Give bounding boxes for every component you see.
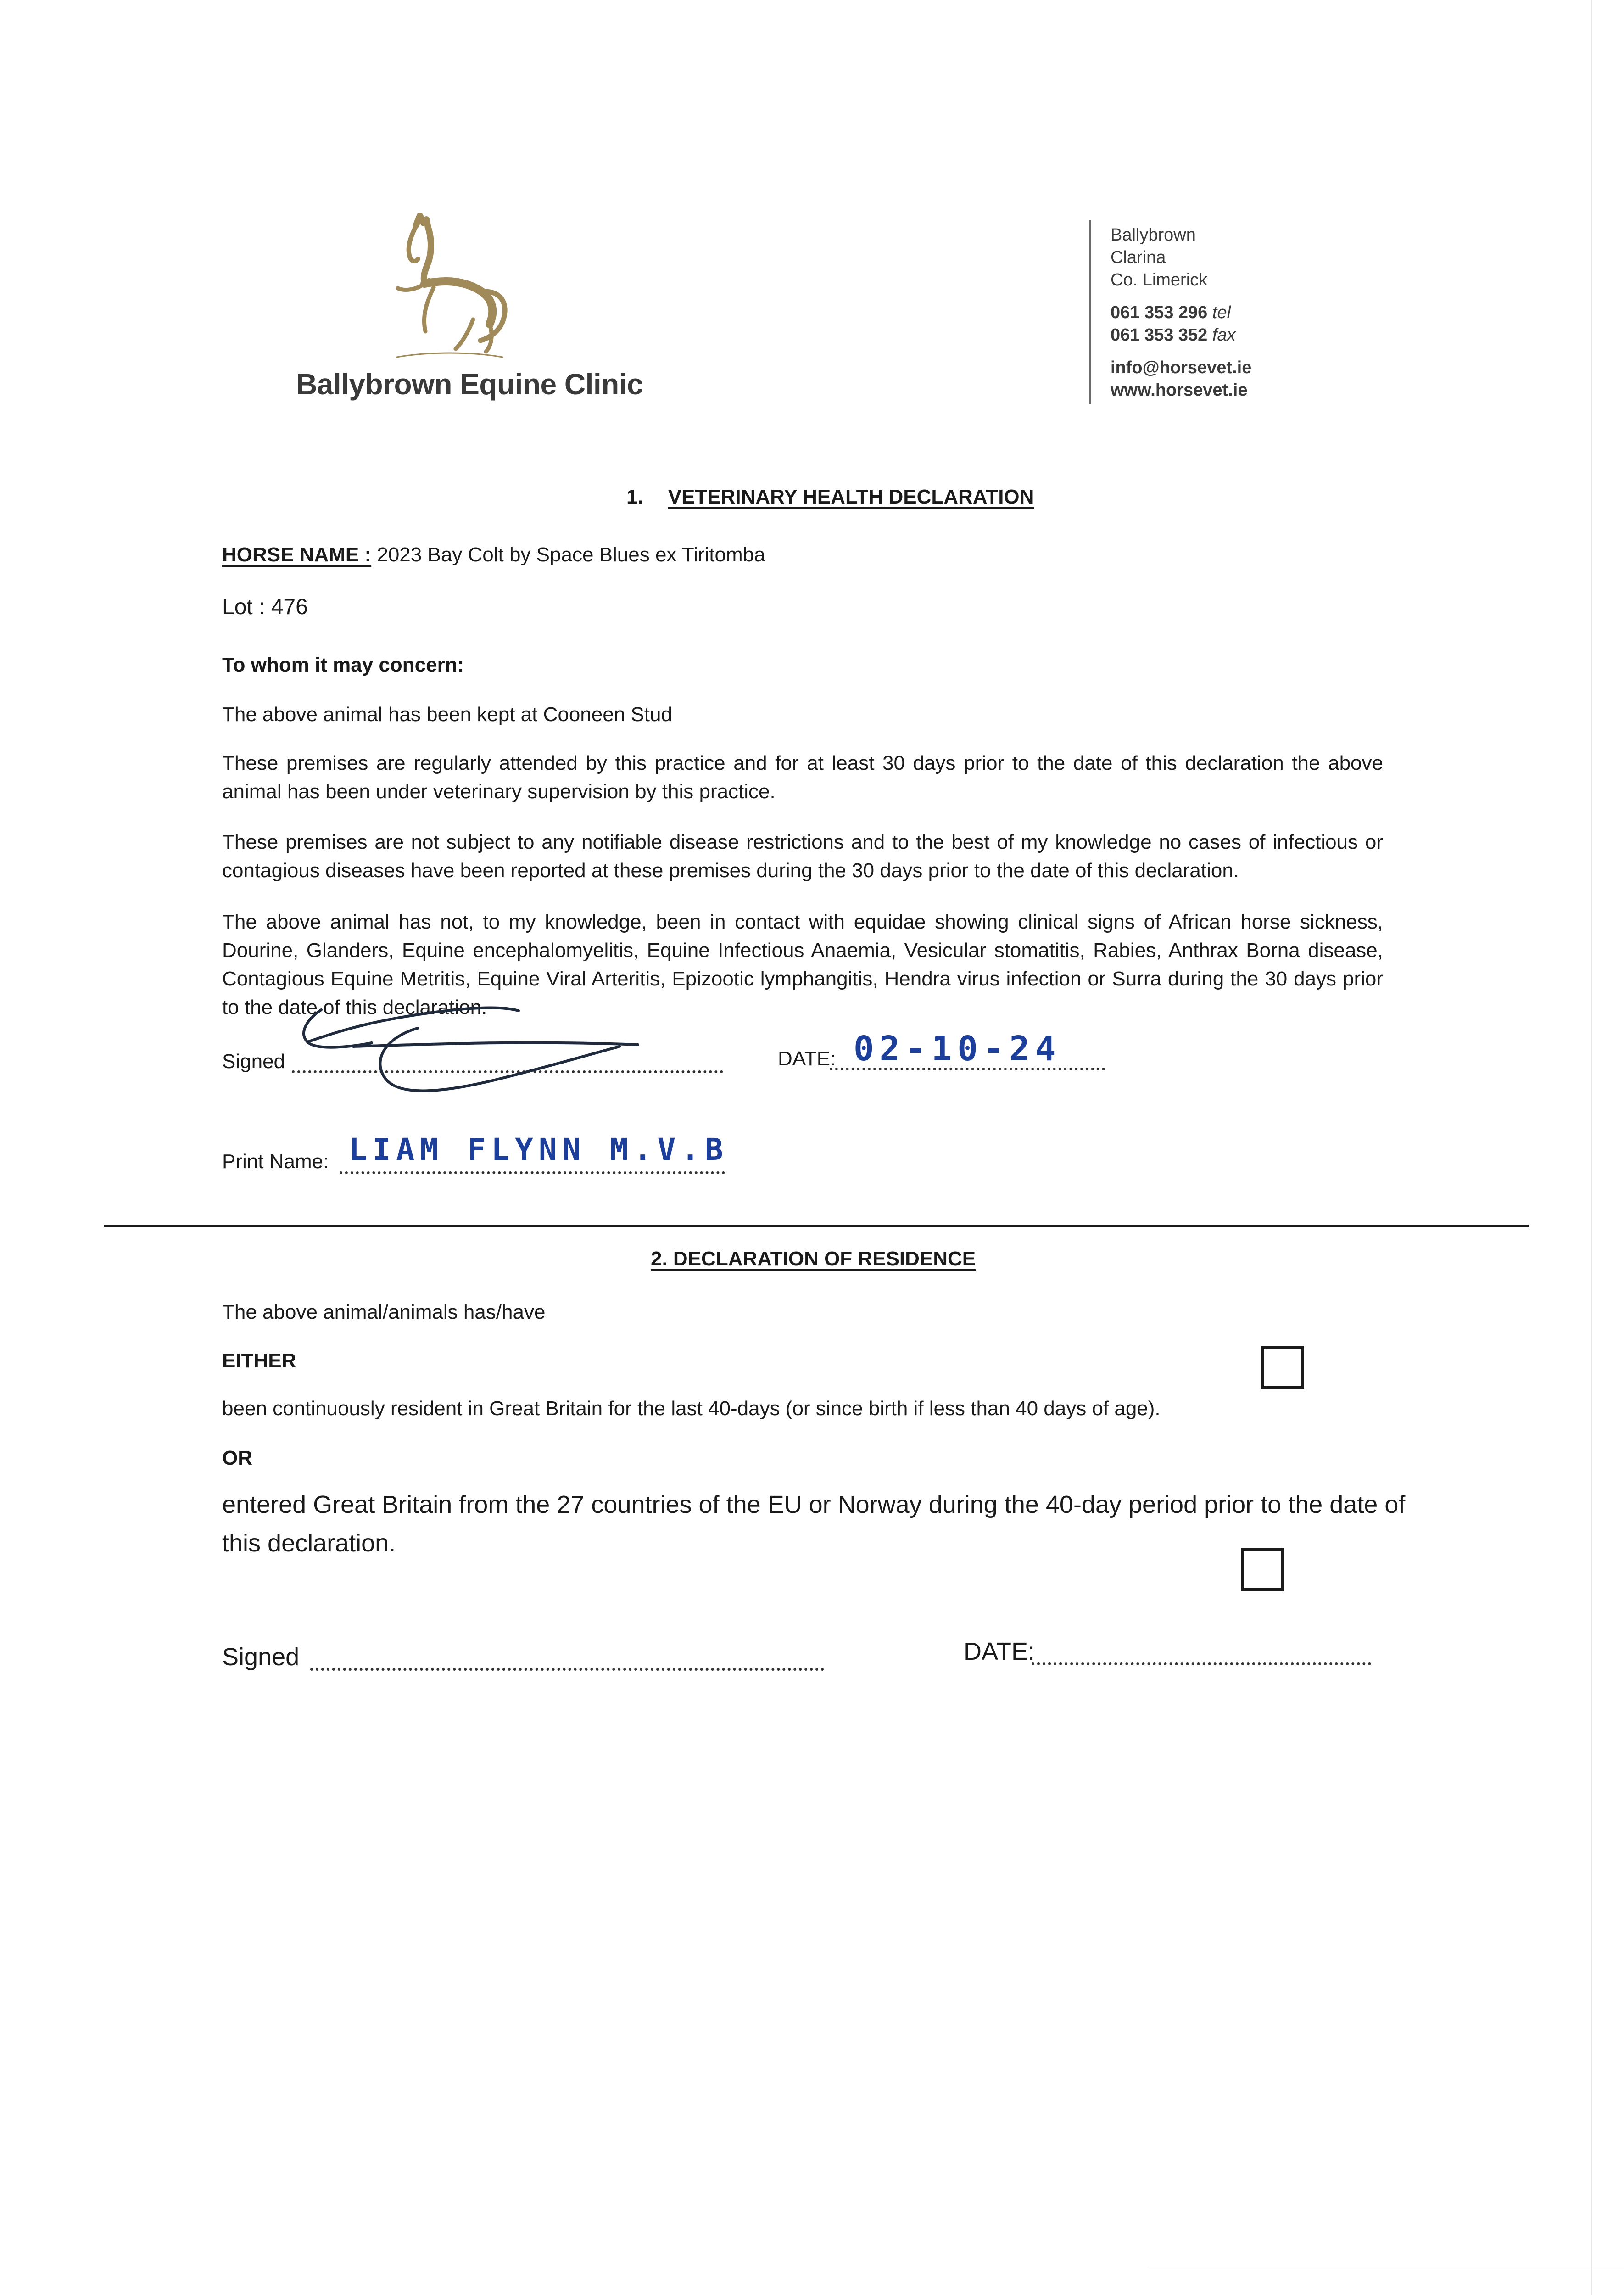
rearing-horse-logo-icon (388, 211, 512, 363)
section1-number: 1. (626, 486, 643, 508)
option1-checkbox[interactable] (1261, 1346, 1304, 1389)
email: info@horsevet.ie (1111, 358, 1252, 377)
salutation: To whom it may concern: (222, 654, 464, 676)
lot-number: Lot : 476 (222, 595, 308, 619)
handwritten-date: 02-10-24 (854, 1029, 1061, 1069)
address-divider (1089, 220, 1091, 404)
residence-intro: The above animal/animals has/have (222, 1301, 546, 1323)
print-name-label: Print Name: (222, 1150, 329, 1173)
tel-number: 061 353 296 (1111, 303, 1208, 322)
or-label: OR (222, 1447, 252, 1469)
either-label: EITHER (222, 1349, 296, 1372)
option2-text: entered Great Britain from the 27 countries of the EU or Norway during the 40-day period prior to the date of this declaration. (222, 1491, 1406, 1557)
horse-name-label: HORSE NAME : (222, 543, 372, 566)
para-restrictions: These premises are not subject to any notifiable disease restrictions and to the best of my knowledge no cases of infectious or contagious diseases have been reported at these premises during the 30 days prior to the date of this declaration. (222, 831, 1383, 882)
website: www.horsevet.ie (1111, 381, 1248, 400)
print-name-line (340, 1171, 725, 1174)
signature-mark (280, 1001, 656, 1120)
address-line: Co. Limerick (1111, 270, 1208, 290)
section2-signed-line[interactable] (310, 1668, 824, 1671)
tel-line (1111, 302, 1251, 324)
horse-name-line (222, 541, 765, 569)
section1-heading: VETERINARY HEALTH DECLARATION (668, 486, 1034, 508)
section2-date-line[interactable] (1032, 1662, 1371, 1665)
option2-checkbox[interactable] (1241, 1548, 1284, 1591)
address-block (1111, 224, 1251, 402)
address-line: Ballybrown (1111, 225, 1196, 245)
signed-label: Signed (222, 1050, 285, 1073)
horse-name-value: 2023 Bay Colt by Space Blues ex Tiritomba (377, 543, 765, 566)
section1-title (626, 486, 1034, 509)
date-label: DATE: (778, 1047, 836, 1070)
para-kept: The above animal has been kept at Cooneen Stud (222, 703, 672, 726)
tel-label: tel (1212, 303, 1231, 322)
para-contact: The above animal has not, to my knowledge, been in contact with equidae showing clinical signs of African horse sickness, Dourine, Glanders, Equine encephalomyelitis, Equine Infectious Anaemia, Vesicular stomatitis, Rabies, Anthrax Borna disease, Contagious Equine Metritis, Equine Viral Arteritis, Epizootic lymphangitis, Hendra virus infection or Surra during the 30 days prior to the date of this declaration. (222, 911, 1383, 1019)
address-line: Clarina (1111, 248, 1166, 267)
page-edge (1591, 0, 1592, 2295)
fax-line (1111, 324, 1251, 347)
section2-heading: 2. DECLARATION OF RESIDENCE (651, 1248, 976, 1270)
handwritten-print-name: LIAM FLYNN M.V.B (349, 1132, 729, 1167)
section2-title (651, 1248, 976, 1271)
section2-signed-label: Signed (222, 1643, 300, 1671)
section2-date-label: DATE: (964, 1638, 1035, 1665)
fax-label: fax (1212, 325, 1236, 345)
section-divider (104, 1225, 1529, 1227)
fax-number: 061 353 352 (1111, 325, 1208, 345)
para-attended: These premises are regularly attended by this practice and for at least 30 days prior to the date of this declaration the above animal has been under veterinary supervision by this practice. (222, 752, 1383, 803)
clinic-name: Ballybrown Equine Clinic (296, 368, 643, 401)
option1-text: been continuously resident in Great Britain for the last 40-days (or since birth if less than 40 days of age). (222, 1397, 1161, 1420)
